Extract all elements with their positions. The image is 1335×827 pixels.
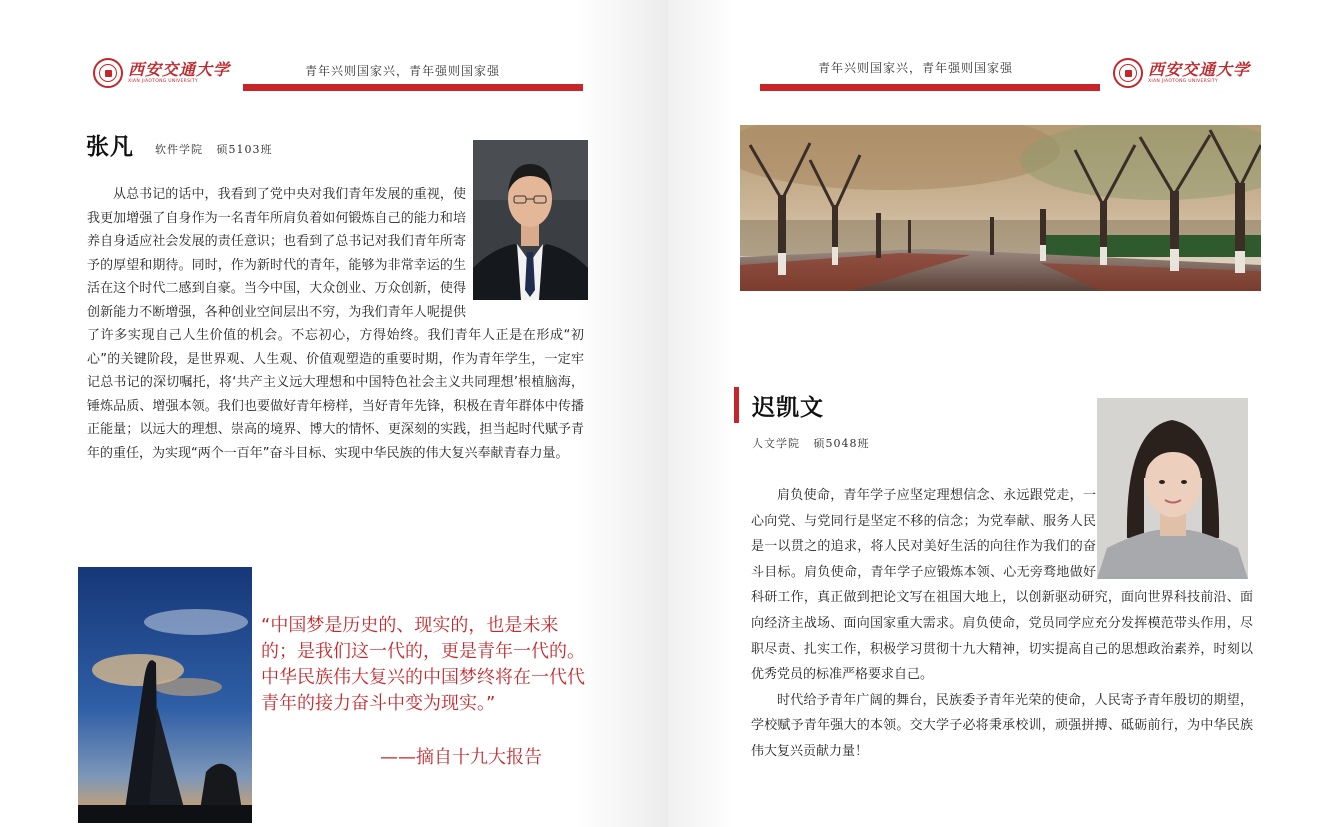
right-page: [668, 0, 1335, 827]
featured-quote: “中国梦是历史的、现实的，也是未来的；是我们这一代的，更是青年一代的。中华民族伟大复兴的中国梦终将在一代代青年的接力奋斗中变为现实。”: [261, 615, 585, 714]
monument-photo: [78, 567, 252, 823]
article-paragraph-1: 肩负使命，青年学子应坚定理想信念、永远跟党走，一心向党、与党同行是坚定不移的信念；为党奉献、服务人民是一以贯之的追求，将人民对美好生活的向往作为我们的奋斗目标。肩负使命，青年学子应锻炼本领、心无旁骛地做好科研工作，真正做到把论文写在祖国大地上，以创新驱动研究，面向世界科技前沿、面向经济主战场、面向国家重大需求。肩负使命，党员同学应充分发挥模范带头作用，尽职尽责、扎实工作，积极学习贯彻十九大精神，切实提高自己的思想政治素养，时刻以优秀党员的标准严格要求自己。: [751, 488, 1253, 683]
header-slogan: 青年兴则国家兴，青年强则国家强: [305, 64, 501, 78]
logo-chinese-name: 西安交通大学: [128, 60, 231, 79]
article-text-wrapper: [87, 183, 584, 465]
university-logo: [93, 58, 230, 88]
university-seal-icon: [1113, 58, 1143, 88]
person-name: 张凡: [86, 134, 134, 160]
person-department: 人文学院 硕5048班: [752, 437, 870, 450]
logo-english-name: XIAN JIAOTONG UNIVERSITY: [1148, 79, 1218, 84]
campus-avenue-photo: [740, 125, 1261, 291]
article-paragraph: 从总书记的话中，我看到了党中央对我们青年发展的重视，使我更加增强了自身作为一名青年所肩负着如何锻炼自己的能力和培养自身适应社会发展的责任意识；也看到了总书记对我们青年所寄予的厚望和期待。同时，作为新时代的青年，能够为非常幸运的生活在这个时代二感到自豪。当今中国，大众创业、万众创新，使得创新能力不断增强，各种创业空间层出不穷，为我们青年人呢提供了许多实现自己人生价值的机会。不忘初心，方得始终。我们青年人正是在形成“初心”的关键阶段，是世界观、人生观、价值观塑造的重要时期，作为青年学生，一定牢记总书记的深切嘱托，将‘共产主义远大理想和中国特色社会主义共同理想’根植脑海，锤炼品质、增强本领。我们也要做好青年榜样，当好青年先锋，积极在青年群体中传播正能量；以远大的理想、崇高的境界、博大的情怀、更深刻的实践，担当起时代赋予青年的重任，为实现“两个一百年”奋斗目标、实现中华民族的伟大复兴奉献青春力量。: [87, 187, 584, 461]
person-department: 软件学院 硕5103班: [155, 143, 273, 156]
university-logo: [1113, 58, 1250, 88]
person-name: 迟凯文: [752, 395, 824, 421]
article-paragraph-2: 时代给予青年广阔的舞台，民族委予青年光荣的使命，人民寄予青年殷切的期望，学校赋予青年强大的本领。交大学子必将秉承校训，顽强拼搏、砥砺前行，为中华民族伟大复兴贡献力量！: [751, 692, 1253, 759]
header-slogan: 青年兴则国家兴，青年强则国家强: [818, 61, 1014, 75]
header-red-bar: [760, 84, 1100, 91]
university-seal-icon: [93, 58, 123, 88]
article-text-wrapper: [751, 483, 1253, 765]
header-red-bar: [243, 84, 583, 91]
name-accent-bar: [734, 387, 739, 423]
logo-chinese-name: 西安交通大学: [1148, 60, 1251, 79]
logo-english-name: XIAN JIAOTONG UNIVERSITY: [128, 79, 198, 84]
quote-source: ——摘自十九大报告: [380, 747, 542, 768]
